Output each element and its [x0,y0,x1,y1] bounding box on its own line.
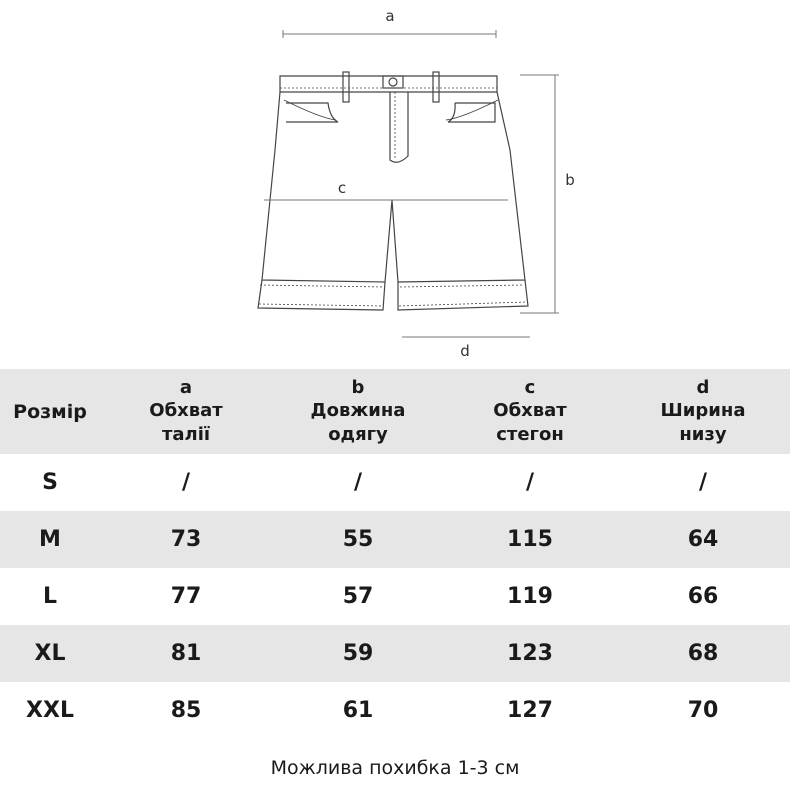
value-cell: 61 [342,698,374,723]
value-cell: 73 [170,527,202,552]
label-c: c [337,179,347,197]
value-cell: 68 [687,641,719,666]
size-column-header: Розмір [13,400,87,423]
value-cell: 127 [507,698,553,723]
column-letter: d [696,376,710,398]
label-a: a [385,7,395,25]
column-header-hips [444,369,616,454]
value-cell: / [181,470,191,495]
column-name: Обхват стегон [493,399,567,445]
label-b: b [565,171,575,189]
size-cell: XXL [26,698,74,723]
value-cell: 64 [687,527,719,552]
value-cell: 115 [507,527,553,552]
label-d: d [460,342,470,360]
column-header-waist [100,369,272,454]
size-cell: M [39,527,61,552]
column-letter: a [179,376,193,398]
table-row [0,511,790,568]
value-cell: 77 [170,584,202,609]
size-cell: XL [34,641,66,666]
value-cell: 81 [170,641,202,666]
size-chart-table [0,369,790,739]
shorts-illustration [258,72,528,310]
size-cell: S [42,470,58,495]
value-cell: 66 [687,584,719,609]
value-cell: 123 [507,641,553,666]
value-cell: 55 [342,527,374,552]
column-name: Обхват талії [149,399,223,445]
column-name: Довжина одягу [310,399,406,445]
table-row [0,682,790,739]
table-row [0,454,790,511]
size-cell: L [42,584,58,609]
table-row [0,625,790,682]
column-header-length [272,369,444,454]
table-header-row [0,369,790,454]
column-header-hem-width [616,369,790,454]
table-row [0,568,790,625]
value-cell: / [698,470,708,495]
value-cell: / [525,470,535,495]
value-cell: 119 [507,584,553,609]
measurement-error-note: Можлива похибка 1-3 см [270,757,520,779]
value-cell: 85 [170,698,202,723]
column-letter: b [351,376,365,398]
value-cell: 70 [687,698,719,723]
column-name: Ширина низу [660,399,746,445]
value-cell: 59 [342,641,374,666]
column-letter: c [524,376,536,398]
shorts-measurement-diagram [0,0,790,368]
value-cell: / [353,470,363,495]
value-cell: 57 [342,584,374,609]
